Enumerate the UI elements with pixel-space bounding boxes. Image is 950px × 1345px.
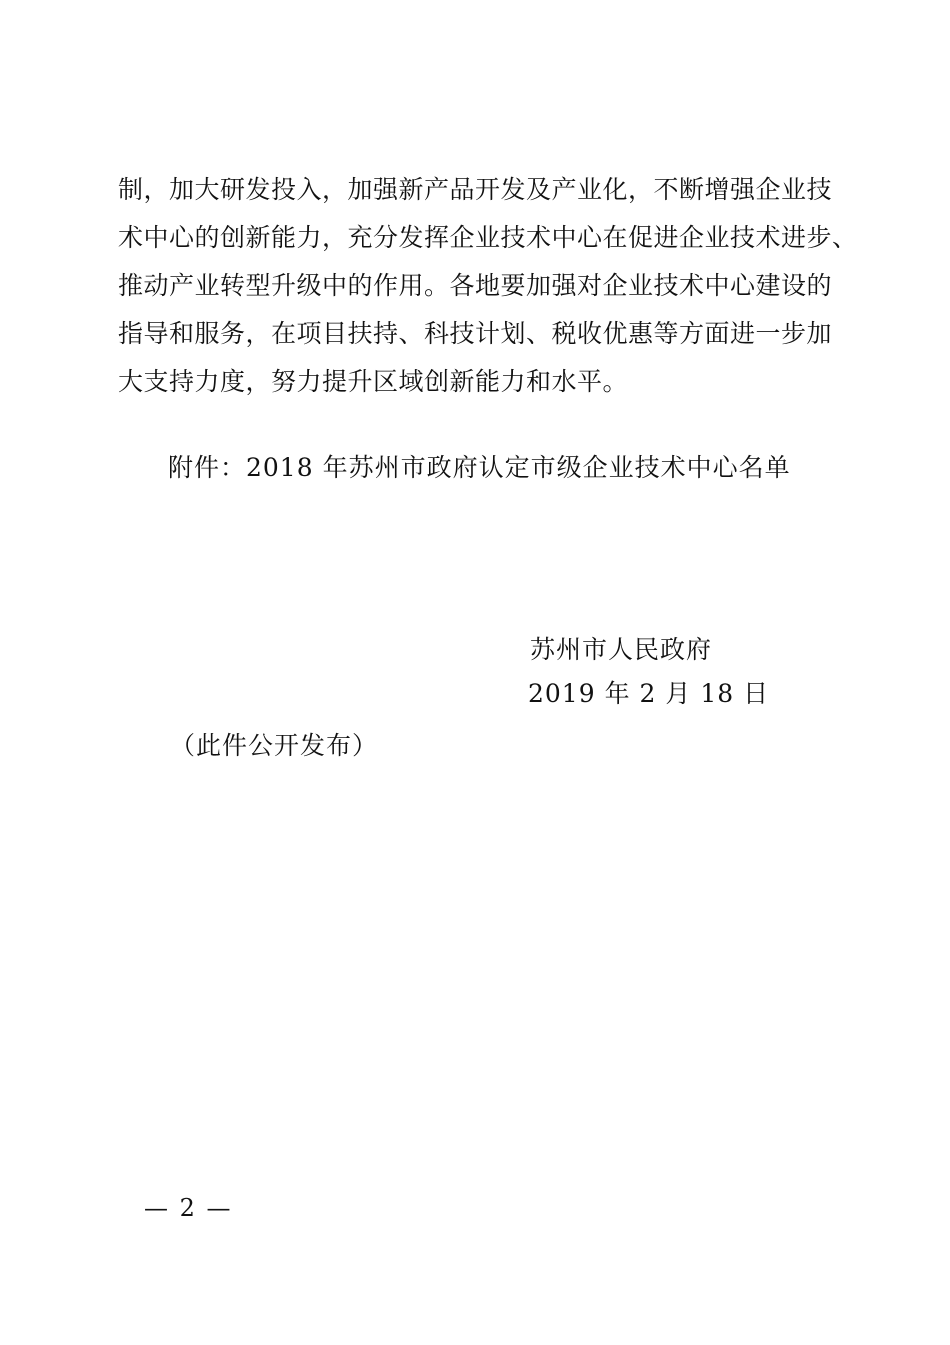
- body-paragraph: [118, 166, 858, 406]
- paragraph-line: 术中心的创新能力，充分发挥企业技术中心在促进企业技术进步、: [118, 223, 858, 252]
- page-number: — 2 —: [144, 1194, 233, 1222]
- issuer-name: 苏州市人民政府: [530, 635, 713, 664]
- publication-note: （此件公开发布）: [170, 731, 379, 760]
- paragraph-line: 大支持力度，努力提升区域创新能力和水平。: [118, 367, 629, 396]
- signature-block: [530, 628, 769, 716]
- paragraph-line: 制，加大研发投入，加强新产品开发及产业化，不断增强企业技: [118, 175, 833, 204]
- paragraph-line: 指导和服务，在项目扶持、科技计划、税收优惠等方面进一步加: [118, 319, 833, 348]
- issue-date: 2019 年 2 月 18 日: [528, 679, 770, 708]
- attachment-line: 附件：2018 年苏州市政府认定市级企业技术中心名单: [168, 453, 791, 482]
- paragraph-line: 推动产业转型升级中的作用。各地要加强对企业技术中心建设的: [118, 271, 833, 300]
